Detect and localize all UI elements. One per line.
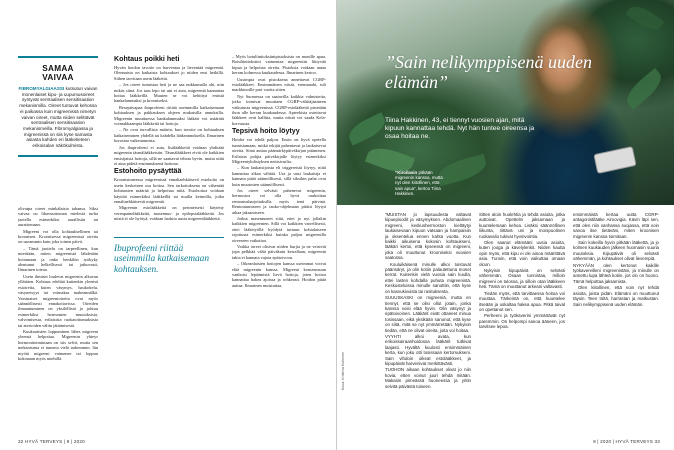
article-headline: ”Sain nelikymppisenä uuden elämän” [385, 52, 592, 92]
plant-leaf [345, 112, 389, 145]
paragraph: Sitten aloin huolehtia ja tehdä asioita, jotka auttoivat. Opettelin jaksamaan ja kuuntelemaan kehoa. Lisäksi säännöllinen liikunta, riittävä uni ja monipuolinen ruokavalio tukivat hyvinvointia. [479, 212, 565, 239]
paragraph: Jotkut masentuneet siitä, ettei jo nyt jollakin kaikkien migreenien. Sillä voi kaikkien varrellisesti, ettei lääketyöllä hyödytä tuttuun kohtalaiseen rajoitusta esimerkiksi kuinka paljon migreenilla oireeseen vaikuttaa. [232, 215, 326, 243]
paragraph: Reseptivapaa ibuprofeeni riittää useimmilla katkaisemaan kohtauksen ja pakkauksen ohjeen mukaisilla annoksilla. Migreenin muuttuessa hankalammaksi lääkäri voi määrätä voimakkaampia lääkkeitä tai hoitoja. [114, 104, 224, 127]
caption-text: pitkään migreenin kanssa, mutta nyt olen kiitollinen, että sain apua”, kertoo Tiina Hakkinen. [395, 170, 443, 196]
paragraph: Usein ihmiset luulevat migreenin alkavan yllättäen. Kohtaus edeltää kuitenkin yleensä esioireita, kuten väsymys, haukottelu, väsyneisyys tai voimakas makeannälkä. Varsinaiset migreenioireita ovat myös säännöllisesti ennakoitavissa. Oireiden ilmaantuminen on yksilöllistä ja johtuu esimerkiksi hormonien muutoksista, valvomisesta, erilaisista ruokatottumuksista tai aterioiden väliin jättämisestä. [18, 273, 98, 328]
paragraph: Vaikka oireet olisivat niiden hurjia ja ne veisivät jopa pelkkää väliä päiväkuin kerrallaan, migreenin takia ei kannata vajota epätoivoon. [232, 244, 326, 260]
paragraph: Olen kiitollinen, että voin nyt tehdä asioita, joista pidän. Elämäni on muuttunut täysin. Teen töitä, harrastan ja matkustan. Sain nelikymppisenä uuden elämän. [573, 285, 659, 307]
left-column-1 [18, 206, 98, 438]
pull-quote: Ibuprofeeni riittää useimmilla katkaisemaan kohtauksen. [114, 243, 210, 276]
left-column-2 [114, 54, 224, 438]
left-column-3 [232, 54, 326, 438]
sidebar-lead: FIBROMYALGIAASSI [18, 86, 65, 91]
paragraph: Jos oireet selvästi pahenevat migreenin, hermostoa voi olla hyvä rauhoittaa rentoutusharjoituksilla myös tenä päivinä. Rentoutumiseen ja tauko-ohjelmaan pitäisi löytyä aikaa jaksamiseen. [232, 187, 326, 215]
paragraph: olivatpa oireet minkälaisia tahansa. Siksi vaivaa on lihavuuttoman mielestä turha jaotella esimerkiksi aurallisiin tai aurattomaan. [18, 206, 98, 228]
paragraph: ”MUISTAN jo lapsuudesta valtavat kipuepisodit ja väsymyksen. Abdomaalinen migreeni, keskushermoston kieltäytyi laukaisevaan kipuun vatsaan ja hampaisiin ja oksentelua ennen kahta vuotta. Kun kaikki aikuisena kokosin kohtaukseni, lääkäri kertoi, että kyseessä on migreeni, joka oli muuttunut krooniseksi vuosien saatossa. [385, 212, 471, 261]
subheading: Kohtaus poikki heti [114, 55, 180, 63]
portrait-photo [337, 0, 674, 205]
plant-leaf [621, 68, 666, 110]
medication-pen [593, 146, 636, 174]
plant-leaf [626, 1, 665, 35]
paragraph: Kroonistuneessa migreenissä ennaltaehkäisevä estohoito on usein keskeinen osa hoitoa. Sen tarkoituksena on vähentää kohtausten määrää ja helpottaa niitä. Estohoitoa voidaan käyttää esimerkiksi lääkkeillä tai muilla keinoilla, jotka ennaltaehkäisevät migreeniä. [114, 177, 224, 204]
right-column-3 [573, 212, 659, 438]
photo-credit: Kuva: Kristiina Kurkinen [341, 351, 345, 390]
subheading: Estohoito pysäyttää [114, 167, 182, 176]
paragraph: Nyt Suomessa on saatavilla kaikkia valmisteita, jotka toimivat muuttaen CGRP-välittäjäaineen vaikutusta migreenissä. CGRP-estolääkettä pistetään ihon alle kerran kuukaudessa. Apteekista ostettavat lääkkeet ovat kalliita, mutta niistä voi saada Kela-korvausta. [232, 93, 326, 126]
paragraph: Uusimpia ovat pistoksena annettavat CGRP-estolääkkeet. Ensimmäinen niistä, erenumabi, tuli markkinoille pari vuotta sitten. [232, 76, 326, 93]
paragraph: Migreenin estolääkkeitä on perinteisesti käytetty verenpainelääkkeitä, masennus- ja epilepsialääkkeitä. Jos niistä ei ole hyötyä, voidaan harkita uusia migreenilääkkeitä. [114, 205, 224, 222]
page-folio-right: 9 | 2020 | HYVÄ TERVEYS 33 [593, 439, 660, 444]
paragraph: Hyvän hoidon tavoite on harventaa ja lieventää migreeniä. Olennaista on katkaista kohtaukset jo niiden ensi hetkillä. Siihen tarvitaan usein lääkettä. [114, 65, 224, 81]
paragraph: Olen saanut elämääni uusia asioita, kuten jooga ja kävelylenkit. Niiden kautta opin myös, että kipu ei ole ainoa määrittävä asia. Tunsin, että voin vaikuttaa omaan oloon. [479, 240, 565, 267]
paragraph: NYKYÄÄN olen kertonut kaikille työkavereilleni migreenistäni, ja minulle on annettu lupa lähteä kotiin, jos olo on huono. Tämä helpottaa jaksamista. [573, 262, 659, 284]
paragraph: Hoidot voi tehdä paljon. Ensin on hyvä opetella tunnistamaan, mitkä tekijät pahentavat ja laukaisevat oireita. Siinä auttaa päänsärkypäiväkirjan pitäminen. Erilaisia pohjia päiväkirjalle löytyy esimerkiksi Migreeniyhdistyksen nettisivuilta. [232, 137, 326, 164]
article-deck: Tiina Hakkinen, 43, ei tiennyt vuosien ajan, mitä kipuun kannattaa tehdä. Nyt hän tuntee oireensa ja osaa hoitaa ne. [385, 117, 535, 140]
paragraph: Sain kokeilla hyvin pitkään lääkettä, ja jo kolmen kuukauden jälkeen huomasin suuria muutoksia. Kipupäiviä oli selvästi vähemmän, ja kohtaukset olivat lievempiä. [573, 240, 659, 262]
paragraph: Migreeni voi olla kohtauksellinen tai kroonisen. Kroonisessa migreenissä oireita on useammin kuin joka toinen päivä. [18, 228, 98, 245]
paragraph: ensimmäistä kertaa uutta CGRP-antagonistilääke Aimovigia. Kävin läpi sen, että olen niin vanhassa suojassa, että voin sanoa itse tietäväni, miten kroonisen migreenin kanssa toimitaan. [573, 212, 659, 239]
right-column-1 [385, 212, 471, 438]
right-column-2 [479, 212, 565, 438]
paragraph: TUOHON aikaan kohtaukset olivat jo niin kovia, etten voinut juuri tehdä mitään. Makasin pimeässä huoneessa ja yritin selvitä päivästä toiseen. [385, 367, 471, 389]
subheading: Tepsivä hoito löytyy [232, 127, 300, 136]
right-page [337, 0, 674, 450]
sidebar-box [18, 56, 98, 157]
paragraph: – Kun laukaisijoista eli triggereistä löytyy, niitä kannattaa alkaa välttää. Ura ja uusi laukaisija ei kannata pitää säännöllisesti, sillä siksikin palat ovat kuin muutosten säännöllisesti. [232, 165, 326, 187]
page-folio-left: 32 HYVÄ TERVEYS | 9 | 2020 [18, 439, 85, 444]
paragraph: – Myös botuliinitoksiinipistoksista on monille apua. Botuliinitoksiini vaimentaa migreeniin liittyvää kipua ja helpottaa oireita. Pistoksia voidaan antaa kerran kolmessa kuukaudessa. Ilmarinen kertoo. [232, 54, 326, 76]
caption-lead: ”Kiroilasin [395, 170, 418, 175]
paragraph: SUUUSKASKI on migreeniä, mutta en tiennyt, että se olisi ollut jotain, jonka kanssa voisi elää hyvin. Olin väsynyt ja epätoivoinen. Lääkärit eivät ottaneet minua tosissaan, eikä yksikään sanonut, että kyse on siitä, mitä se nyt ymmärretään. Nykyisin tiedän, että ne olivat oireita, joita voi hoitaa. [385, 295, 471, 333]
paragraph: Jos ibuprofeeni ei auta, lisälääkkeitä voidaan yhdistää migreenin täsmälääkkeisiin. Täsmälääkkeet eivät ole kaikkien ensisijaisia hoitoja, sillä ne saattavat tehota hyvin, mutta niitä ei aina pidetä ensimmäisenä hoitona. [114, 144, 224, 166]
paragraph: – Tämä jaottelu on tarpeellinen, kun mietitään, miten migreenistä lähdetään hoitamaan ja onko henkilön työkyky alentunut helkellisesti tai jatkuvasti, Ilmarinen toteaa. [18, 245, 98, 273]
paragraph: Perheeni ja työkaverini ymmärtävät nyt paremmin. On helpompi sanoa ääneen, jos tarvitsee lepoa. [479, 313, 565, 330]
sidebar-title-line1: SAMAA [42, 64, 74, 73]
paragraph: – Oikeanlaisten hoitojen kanssa useimmat voivat elää migreenin kanssa. Migreeni konsenssuun vanhoisi lepäämistä lievä hoitoja, joten hoitoa kannattaa hakea ajoissa ja rohkeasti. Hoidon pitää auttaa. Ilmarinen muistuttaa. [232, 261, 326, 288]
sidebar-title-line2: VAIVAA [42, 73, 74, 82]
sidebar-title [18, 64, 98, 82]
paragraph: Kuukautisten loppuminen lähes migreeni yleensä helpottaa. Migreenin yhteys hormonitoimintaan on siis selvä, mutta sen mekanismia ei tunneta vielä tarkemmin. Iän myötä migreeni vaimenee tai loppuu kokonaan myös miehillä. [18, 328, 98, 361]
paragraph: Tiedän myös, että tarvittaessa hoitoa voi muuttaa. Tärkeintä on, että kuuntelee itseään ja uskaltaa hakea apua. Pitkä taival on opettanut sen. [479, 290, 565, 312]
paragraph: Kouluikäisenä minulle alkoi toistuvat päänsäryt, ja olin kotiin palautettuna monet kerrat. Kuitenkin vielä vuosia sain kuulla, ettei lasten kohdalla puhuta migreenistä. Keskusteluissa minulle sanottiin, että kyse on kasvukivuista tai rasituksesta. [385, 261, 471, 294]
divider [114, 226, 224, 238]
paragraph: VYYHTI alkoi avata, kun erikoissairaanhoidossa lääkärit tutkivat laajasti. Hyvältä kuulosti ensimmäinen kerta, kun joku otti tosissaan kertomukseni. Sain vihdoin oikeat estolääkkeet, ja kipupäivät harvenivat merkittävästi. [385, 333, 471, 366]
sidebar-text: kutsutun vaivan monenlaiset kipu- ja uupumusoireet syntyvät sentraalisen sensitisaation mekanismilla. Oireet tuntuvat kehossa ei paikassa kuin migreenissä nimetyn vaivan oireet, mutta niiden selittävät sentraalisen sensitisaation mekanismeilla. Fibromyalgiassa ja migreenissä on siis kyse samasta asiasta kahden eri lääketieteen erikoisalan näkökulmista. [19, 86, 98, 149]
paragraph: – Jos oireet tunnistaa heti ja ne saa nukkumalla ohi, niin mikäs siinä. Jos taas lepo tai uni ei auta, migreeniä kannattaa hoitaa lääkkeillä. Muuten se voi kehittyä entistä hankalammaksi ja krooniseksi. [114, 82, 224, 104]
paragraph: Nykyisin kipupäiviä on selvästi vähemmän. Osaan tunnistaa, milloin migreeni on tulossa, ja silloin otan lääkkeen heti. Tämä on muuttanut arkeani valtavasti. [479, 268, 565, 290]
sidebar-body [18, 86, 98, 149]
photo-caption [395, 170, 447, 196]
paragraph: – Ne ovat turvallisia määrin, kun tavoite on kohtauksen katkaiseminen yhdellä tai kahdella lääkeannoksella. Ilmarinen korostaa vaikeutumista. [114, 127, 224, 144]
